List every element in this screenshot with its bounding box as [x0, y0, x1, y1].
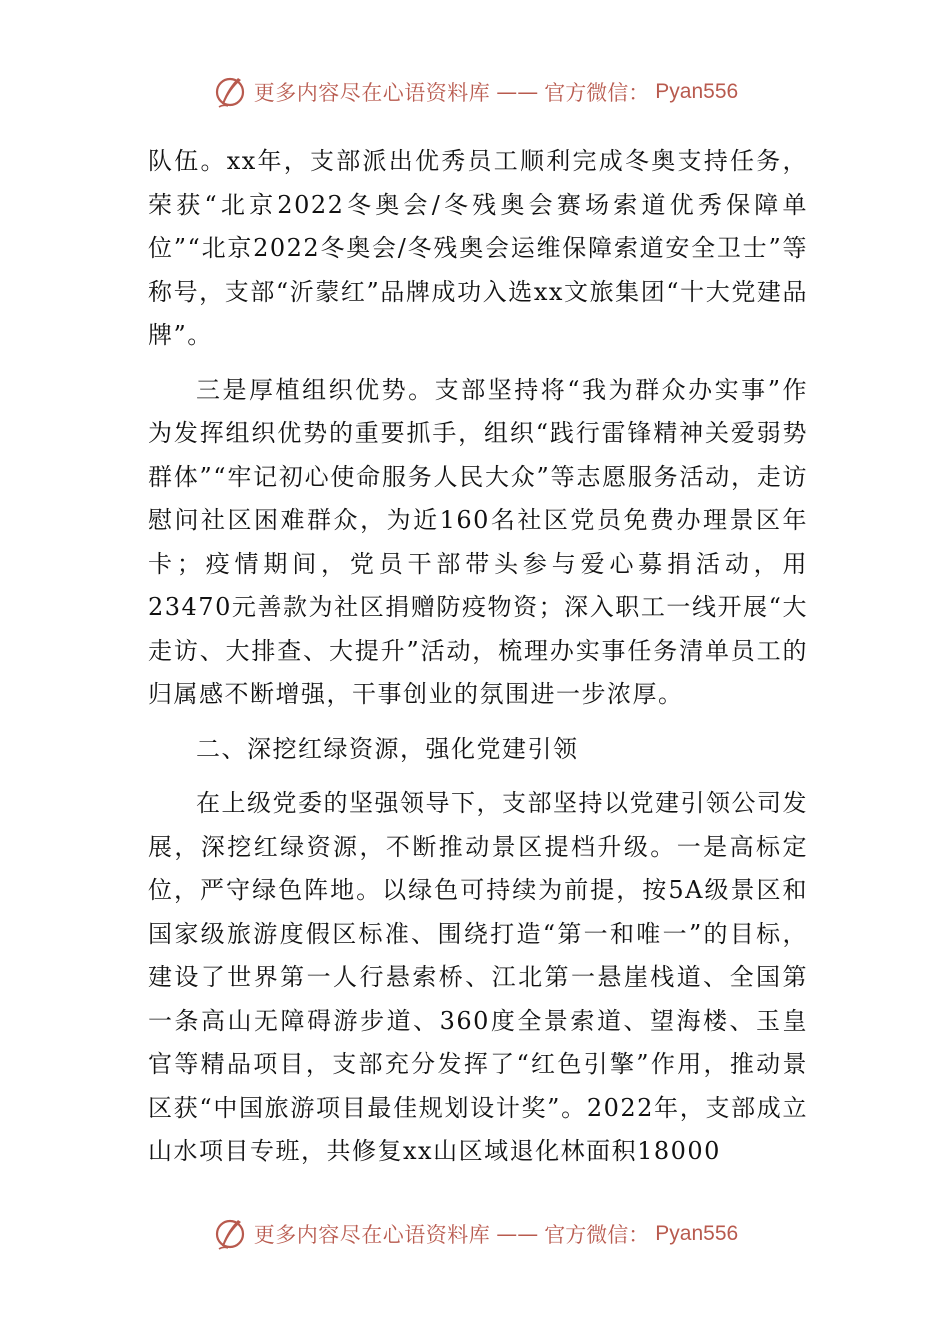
watermark-dash: —— [496, 80, 539, 104]
quill-pen-logo-icon [212, 74, 248, 110]
watermark-brand: 更多内容尽在心语资料库 [253, 1223, 491, 1247]
watermark-contact-id: Pyan556 [655, 80, 739, 103]
quill-pen-logo-icon [212, 1216, 248, 1252]
watermark-dash: —— [496, 1222, 539, 1246]
watermark-footer [0, 1214, 950, 1254]
section-heading: 二、深挖红绿资源，强化党建引领 [196, 734, 579, 763]
paragraph-continuation: 队伍。xx年，支部派出优秀员工顺利完成冬奥支持任务，荣获“北京2022冬奥会/冬残奥会赛场索道优秀保障单位”“北京2022冬奥会/冬残奥会运维保障索道安全卫士”等称号，支部“沂蒙红”品牌成功入选xx文旅集团“十大党建品牌”。 [148, 147, 808, 349]
watermark-brand: 更多内容尽在心语资料库 [253, 81, 491, 105]
watermark-contact-label: 官方微信： [544, 1223, 650, 1247]
watermark-header [0, 72, 950, 112]
paragraph-red-green-resources: 在上级党委的坚强领导下，支部坚持以党建引领公司发展，深挖红绿资源，不断推动景区提档升级。一是高标定位，严守绿色阵地。以绿色可持续为前提，按5A级景区和国家级旅游度假区标准、围绕打造“第一和唯一”的目标，建设了世界第一人行悬索桥、江北第一悬崖栈道、全国第一条高山无障碍游步道、360度全景索道、望海楼、玉皇官等精品项目，支部充分发挥了“红色引擎”作用，推动景区获“中国旅游项目最佳规划设计奖”。2022年，支部成立山水项目专班，共修复xx山区域退化林面积18000 [148, 789, 808, 1165]
document-body [148, 140, 808, 1174]
watermark-contact-id: Pyan556 [655, 1222, 739, 1245]
watermark-contact-label: 官方微信： [544, 81, 650, 105]
paragraph-organization-advantage: 三是厚植组织优势。支部坚持将“我为群众办实事”作为发挥组织优势的重要抓手，组织“践行雷锋精神关爱弱势群体”“牢记初心使命服务人民大众”等志愿服务活动，走访慰问社区困难群众，为近160名社区党员免费办理景区年卡；疫情期间，党员干部带头参与爱心募捐活动，用23470元善款为社区捐赠防疫物资；深入职工一线开展“大走访、大排查、大提升”活动，梳理办实事任务清单员工的归属感不断增强，干事创业的氛围进一步浓厚。 [148, 375, 808, 708]
